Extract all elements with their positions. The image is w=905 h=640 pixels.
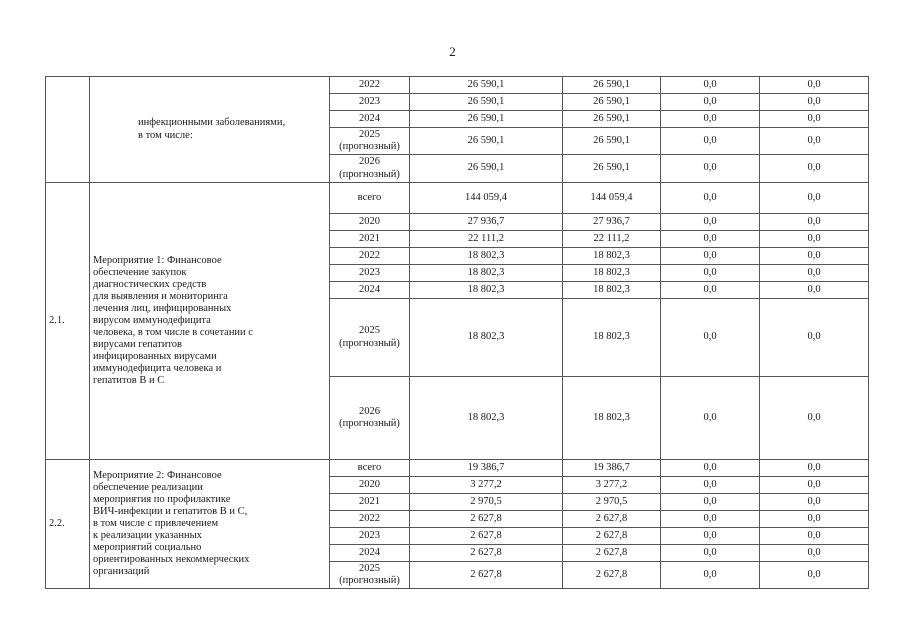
- value-cell-1: 144 059,4: [410, 183, 563, 214]
- value-cell-2: 26 590,1: [563, 128, 661, 155]
- description-line: Мероприятие 1: Финансовое: [93, 254, 222, 266]
- value-cell-1: 26 590,1: [410, 94, 563, 111]
- item-description: [90, 460, 330, 589]
- value-cell-1: 26 590,1: [410, 128, 563, 155]
- year-cell: [330, 299, 410, 377]
- table-row: [46, 460, 869, 477]
- value-cell-1: 26 590,1: [410, 77, 563, 94]
- forecast-label: (прогнозный): [339, 337, 400, 349]
- description-line: вирусом иммунодефицита: [93, 314, 211, 326]
- value-cell-1: 2 627,8: [410, 545, 563, 562]
- year-cell: [330, 562, 410, 589]
- year-cell: [330, 248, 410, 265]
- value-cell-3: 0,0: [661, 460, 760, 477]
- value-cell-4: 0,0: [760, 562, 869, 589]
- description-line: организаций: [93, 566, 150, 578]
- value-cell-1: 22 111,2: [410, 231, 563, 248]
- value-cell-1: 26 590,1: [410, 111, 563, 128]
- value-cell-4: 0,0: [760, 111, 869, 128]
- value-cell-3: 0,0: [661, 377, 760, 460]
- value-cell-3: 0,0: [661, 528, 760, 545]
- value-cell-1: 19 386,7: [410, 460, 563, 477]
- value-cell-2: 18 802,3: [563, 299, 661, 377]
- year-label: 2021: [359, 495, 380, 507]
- description-line: в том числе с привлечением: [93, 517, 219, 529]
- year-cell: [330, 377, 410, 460]
- description-line: лечения лиц, инфицированных: [93, 302, 232, 314]
- description-line: иммунодефицита человека и: [93, 363, 222, 375]
- value-cell-4: 0,0: [760, 377, 869, 460]
- year-label: всего: [357, 191, 382, 203]
- value-cell-4: 0,0: [760, 545, 869, 562]
- item-number: 2.2.: [46, 460, 90, 589]
- year-label: 2022: [359, 249, 380, 261]
- value-cell-3: 0,0: [661, 545, 760, 562]
- value-cell-2: 18 802,3: [563, 248, 661, 265]
- value-cell-2: 26 590,1: [563, 77, 661, 94]
- description-line: мероприятий социально: [93, 542, 202, 554]
- description-line: Мероприятие 2: Финансовое: [93, 469, 222, 481]
- value-cell-4: 0,0: [760, 299, 869, 377]
- value-cell-4: 0,0: [760, 282, 869, 299]
- description-line: обеспечение реализации: [93, 481, 203, 493]
- value-cell-3: 0,0: [661, 494, 760, 511]
- year-cell: [330, 545, 410, 562]
- year-cell: [330, 128, 410, 155]
- value-cell-4: 0,0: [760, 265, 869, 282]
- value-cell-3: 0,0: [661, 111, 760, 128]
- year-label: 2023: [359, 266, 380, 278]
- value-cell-4: 0,0: [760, 511, 869, 528]
- description-line: ВИЧ-инфекции и гепатитов В и С,: [93, 505, 248, 517]
- value-cell-3: 0,0: [661, 511, 760, 528]
- value-cell-3: 0,0: [661, 477, 760, 494]
- year-label: 2022: [359, 512, 380, 524]
- year-label: всего: [357, 461, 382, 473]
- value-cell-3: 0,0: [661, 282, 760, 299]
- forecast-label: (прогнозный): [339, 575, 400, 586]
- description-line: инфекционными заболеваниями,: [138, 117, 286, 129]
- year-label: 2026: [359, 156, 380, 168]
- value-cell-4: 0,0: [760, 460, 869, 477]
- value-cell-1: 18 802,3: [410, 265, 563, 282]
- value-cell-2: 2 627,8: [563, 511, 661, 528]
- forecast-label: (прогнозный): [339, 141, 400, 152]
- item-description: [90, 183, 330, 460]
- value-cell-3: 0,0: [661, 299, 760, 377]
- value-cell-1: 2 970,5: [410, 494, 563, 511]
- value-cell-3: 0,0: [661, 214, 760, 231]
- description-line: вирусами гепатитов: [93, 339, 182, 351]
- value-cell-1: 18 802,3: [410, 282, 563, 299]
- table-row: [46, 183, 869, 214]
- value-cell-1: 2 627,8: [410, 562, 563, 589]
- value-cell-4: 0,0: [760, 231, 869, 248]
- year-cell: [330, 214, 410, 231]
- value-cell-4: 0,0: [760, 248, 869, 265]
- year-cell: [330, 183, 410, 214]
- value-cell-1: 2 627,8: [410, 528, 563, 545]
- description-line: для выявления и мониторинга: [93, 290, 228, 302]
- description-line: ориентированных некоммерческих: [93, 554, 250, 566]
- year-label: 2025: [359, 128, 380, 140]
- description-line: инфицированных вирусами: [93, 351, 217, 363]
- value-cell-1: 18 802,3: [410, 377, 563, 460]
- value-cell-1: 27 936,7: [410, 214, 563, 231]
- value-cell-2: 18 802,3: [563, 282, 661, 299]
- year-cell: [330, 460, 410, 477]
- value-cell-2: 2 970,5: [563, 494, 661, 511]
- description-line: человека, в том числе в сочетании с: [93, 327, 253, 339]
- description-line: обеспечение закупок: [93, 266, 187, 278]
- year-label: 2025: [359, 325, 380, 337]
- value-cell-4: 0,0: [760, 528, 869, 545]
- value-cell-2: 2 627,8: [563, 545, 661, 562]
- year-label: 2024: [359, 546, 380, 558]
- value-cell-2: 27 936,7: [563, 214, 661, 231]
- value-cell-2: 26 590,1: [563, 94, 661, 111]
- value-cell-3: 0,0: [661, 248, 760, 265]
- year-label: 2024: [359, 283, 380, 295]
- year-cell: [330, 511, 410, 528]
- value-cell-2: 3 277,2: [563, 477, 661, 494]
- year-label: 2023: [359, 95, 380, 107]
- year-cell: [330, 111, 410, 128]
- year-cell: [330, 282, 410, 299]
- year-cell: [330, 77, 410, 94]
- value-cell-3: 0,0: [661, 231, 760, 248]
- item-number: [46, 77, 90, 183]
- description-line: мероприятия по профилактике: [93, 493, 231, 505]
- value-cell-2: 19 386,7: [563, 460, 661, 477]
- value-cell-2: 144 059,4: [563, 183, 661, 214]
- value-cell-2: 18 802,3: [563, 265, 661, 282]
- value-cell-4: 0,0: [760, 155, 869, 183]
- year-label: 2026: [359, 405, 380, 417]
- value-cell-3: 0,0: [661, 128, 760, 155]
- description-line: к реализации указанных: [93, 530, 202, 542]
- year-label: 2022: [359, 78, 380, 90]
- item-number: 2.1.: [46, 183, 90, 460]
- value-cell-1: 18 802,3: [410, 299, 563, 377]
- year-cell: [330, 231, 410, 248]
- value-cell-3: 0,0: [661, 155, 760, 183]
- budget-table: [45, 76, 869, 589]
- value-cell-3: 0,0: [661, 265, 760, 282]
- year-cell: [330, 477, 410, 494]
- value-cell-4: 0,0: [760, 77, 869, 94]
- value-cell-2: 26 590,1: [563, 111, 661, 128]
- forecast-label: (прогнозный): [339, 168, 400, 180]
- description-line: в том числе:: [138, 129, 193, 141]
- year-cell: [330, 494, 410, 511]
- year-label: 2025: [359, 562, 380, 574]
- description-line: гепатитов В и С: [93, 375, 165, 387]
- year-label: 2020: [359, 478, 380, 490]
- value-cell-1: 3 277,2: [410, 477, 563, 494]
- table-row: [46, 77, 869, 94]
- year-label: 2020: [359, 215, 380, 227]
- value-cell-4: 0,0: [760, 477, 869, 494]
- item-description: [90, 77, 330, 183]
- value-cell-2: 2 627,8: [563, 562, 661, 589]
- value-cell-2: 26 590,1: [563, 155, 661, 183]
- budget-table-body: [46, 77, 869, 589]
- value-cell-2: 18 802,3: [563, 377, 661, 460]
- description-line: диагностических средств: [93, 278, 207, 290]
- value-cell-3: 0,0: [661, 183, 760, 214]
- year-label: 2024: [359, 112, 380, 124]
- year-cell: [330, 155, 410, 183]
- value-cell-4: 0,0: [760, 494, 869, 511]
- value-cell-2: 22 111,2: [563, 231, 661, 248]
- value-cell-4: 0,0: [760, 94, 869, 111]
- year-label: 2021: [359, 232, 380, 244]
- year-label: 2023: [359, 529, 380, 541]
- value-cell-3: 0,0: [661, 562, 760, 589]
- value-cell-1: 18 802,3: [410, 248, 563, 265]
- value-cell-1: 26 590,1: [410, 155, 563, 183]
- year-cell: [330, 528, 410, 545]
- value-cell-1: 2 627,8: [410, 511, 563, 528]
- forecast-label: (прогнозный): [339, 418, 400, 429]
- value-cell-4: 0,0: [760, 128, 869, 155]
- year-cell: [330, 94, 410, 111]
- value-cell-3: 0,0: [661, 77, 760, 94]
- value-cell-4: 0,0: [760, 183, 869, 214]
- value-cell-2: 2 627,8: [563, 528, 661, 545]
- value-cell-4: 0,0: [760, 214, 869, 231]
- year-cell: [330, 265, 410, 282]
- value-cell-3: 0,0: [661, 94, 760, 111]
- page-number: 2: [449, 44, 456, 59]
